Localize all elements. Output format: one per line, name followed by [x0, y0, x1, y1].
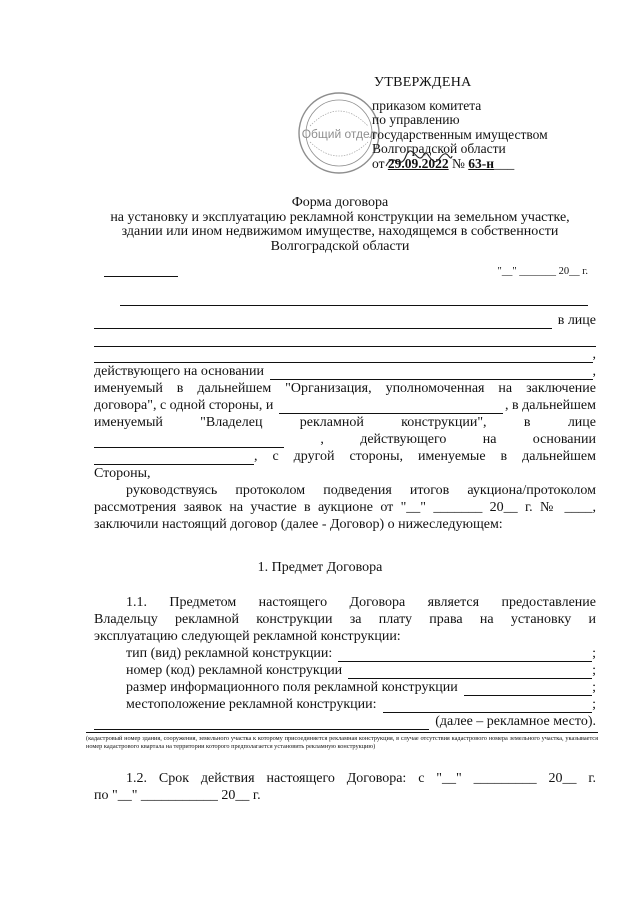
owner-blank [279, 401, 503, 414]
type-blank [338, 649, 592, 662]
party-blank-1 [120, 305, 588, 306]
location-row [126, 696, 596, 713]
approval-line-4: Волгоградской области [372, 141, 506, 157]
owner-basis-blank [94, 452, 254, 465]
approval-number: 63-н [468, 155, 495, 171]
semicolon: ; [592, 663, 596, 678]
place-blank [104, 266, 178, 277]
section-1-title: 1. Предмет Договора [257, 560, 383, 575]
preamble-row-4 [94, 363, 596, 380]
semicolon: ; [592, 646, 596, 661]
signature-icon [384, 146, 454, 174]
word: "Владелец [200, 415, 263, 430]
size-row [126, 679, 596, 696]
other-side-text: , с другой стороны, именуемые в дальнейшем [254, 449, 596, 464]
approval-line-1: приказом комитета [372, 97, 482, 113]
word: конструкции", [401, 415, 487, 430]
comma: , [592, 347, 596, 362]
basis-blank [270, 367, 592, 380]
comma: , [320, 432, 324, 447]
p11-line-1: 1.1. Предметом настоящего Договора является предоставление [126, 595, 596, 610]
form-title-line-1: Форма договора [291, 195, 389, 210]
org-text: договора", с одной стороны, и [94, 398, 274, 413]
cadastral-blank [94, 717, 429, 730]
word: на [482, 432, 497, 447]
preamble-row-6 [94, 397, 596, 414]
type-row [126, 645, 596, 662]
preamble-row-9 [94, 448, 596, 465]
semicolon: ; [592, 697, 596, 712]
location-blank [383, 700, 593, 713]
word: в [523, 415, 531, 430]
form-title-line-4: Волгоградской области [270, 238, 410, 254]
preamble-row-13: заключили настоящий договор (далее - Договор) о нижеследующем: [94, 517, 503, 532]
approval-date: 29.09.2022 [387, 155, 449, 171]
word: именуемый [94, 415, 163, 430]
word: лице [567, 415, 596, 430]
preamble-row-1 [94, 312, 596, 329]
date-prefix: от [372, 155, 385, 171]
comma: , [592, 364, 596, 379]
p11-line-3: эксплуатацию следующей рекламной конструкции: [94, 629, 401, 644]
preamble-row-8 [94, 431, 596, 448]
form-title-line-2: на установку и эксплуатацию рекламной конструкции на земельном участке, [110, 209, 570, 225]
ad-place-text: (далее – рекламное место). [435, 714, 596, 729]
preamble-row-3 [94, 346, 596, 363]
p12-line-2: по "__" ___________ 20__ г. [94, 788, 261, 803]
round-stamp-icon [296, 90, 385, 176]
approval-date-line: от 29.09.2022 № 63-н___ [372, 155, 515, 171]
approval-title: УТВЕРЖДЕНА [374, 75, 472, 90]
word: действующего [360, 432, 447, 447]
preamble-row-10: Стороны, [94, 466, 151, 481]
party-blank-4 [94, 350, 593, 363]
type-label: тип (вид) рекламной конструкции: [126, 646, 333, 661]
number-sign: № [451, 155, 465, 171]
word: основании [532, 432, 596, 447]
org-text-tail: , в дальнейшем [505, 398, 596, 413]
preamble-row-7 [94, 414, 596, 431]
word: рекламной [299, 415, 364, 430]
code-row [126, 662, 596, 679]
cadastral-footnote [86, 735, 598, 752]
acting-basis-label: действующего на основании [94, 364, 265, 379]
p11-line-2: Владельцу рекламной конструкции за плату права на установку и [94, 612, 596, 627]
preamble-row-5: именуемый в дальнейшем "Организация, уполномоченная на заключение [94, 381, 596, 396]
size-label: размер информационного поля рекламной конструкции [126, 680, 458, 695]
ad-place-row [94, 713, 596, 730]
party-blank-2 [94, 316, 552, 329]
p12-line-1: 1.2. Срок действия настоящего Договора: с "__" _________ 20__ г. [126, 771, 596, 786]
location-label: местоположение рекламной конструкции: [126, 697, 377, 712]
contract-date: "__" _______ 20__ г. [497, 266, 588, 277]
footnote-text: (кадастровый номер здания, сооружения, земельного участка к которому присоединяется рекламная конструкция, в случае отсутствия кадастрового номера земельного участка, указывается номер кадастрового квартала на территории которого предполагается установить рекламную конструкцию) [86, 735, 598, 751]
stamp-text: Общий отдел [301, 127, 377, 141]
form-title [90, 196, 590, 254]
semicolon: ; [592, 680, 596, 695]
representative-blank [94, 435, 284, 448]
v-litse-label: в лице [557, 313, 596, 328]
approval-line-2: по управлению [372, 112, 460, 128]
form-title-line-3: здании или ином недвижимом имуществе, находящемся в собственности [121, 224, 559, 240]
preamble-row-12: рассмотрения заявок на участие в аукционе от "__" _______ 20__ г. № ____, [94, 500, 596, 515]
approval-line-3: государственным имуществом [372, 126, 548, 142]
code-label: номер (код) рекламной конструкции [126, 663, 343, 678]
size-blank [464, 683, 592, 696]
code-blank [348, 666, 592, 679]
preamble-row-11: руководствуясь протоколом подведения итогов аукциона/протоколом [126, 483, 596, 498]
